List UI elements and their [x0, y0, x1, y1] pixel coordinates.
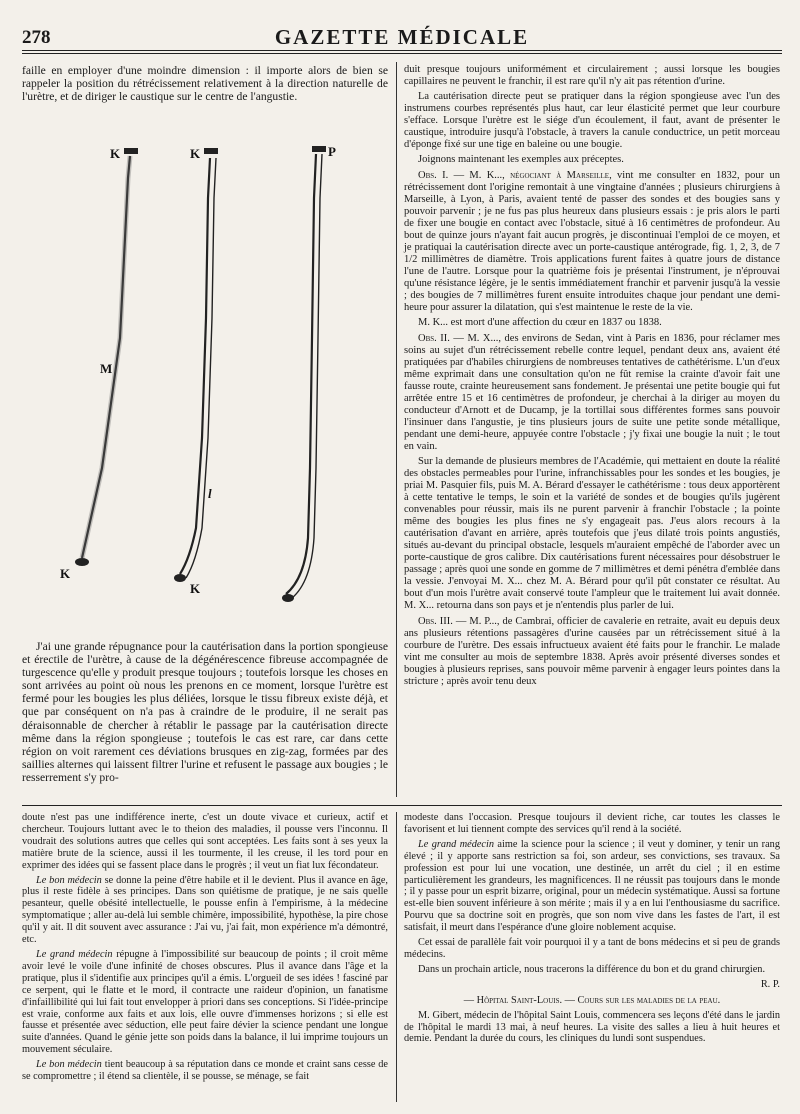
observation-3: Obs. III. — M. P..., de Cambrai, officier de cavalerie en retraite, avait eu depuis deux ans plusieurs rétentions passagères d'urine causées par un rétrécissement situé à la courbure de l'urètre. Des essais infructueux avaient été faits pour le franchir. Le malade vint me consulter au mois de septembre 1838. Après avoir présenté diverses sondes et bougies à plusieurs reprises, sans pouvoir même parvenir à engager leurs pointes dans la stricture ; après avoir tenu deux	[404, 616, 781, 687]
paragraph: modeste dans l'occasion. Presque toujours il devient riche, car toutes les classes le favorisent et lui tiennent compte des services qu'il rend à la société.	[404, 812, 780, 835]
paragraph: doute n'est pas une indifférence inerte, c'est un doute vivace et curieux, actif et chercheur. Toujours luttant avec le to theion des maladies, il pousse vers l'inconnu. Il voudrait des solutions autres que celles qui sont acceptées. Les faits sont à ses yeux la matière brute de la science, aussi il les tourmente, il les creuse, il les tord pour en exprimer des idées qui se fassent place dans le progrès ; il veut un fiat lux fécondateur.	[22, 812, 388, 871]
right-column-top	[404, 64, 780, 691]
label-k-1: K	[110, 146, 121, 161]
paragraph: Joignons maintenant les exemples aux préceptes.	[418, 154, 624, 165]
paragraph: Sur la demande de plusieurs membres de l'Académie, qui mettaient en doute la réalité des obstacles permeables pour l'urine, infranchissables pour les sondes et les bougies, je priai M. Pasquier fils, puis M. A. Bérard d'essayer le cathétérisme : tous deux apportèrent à cette tentative le temps, le soin et la variété de sondes et de bougies qu'ils jugèrent convenables pour réussir, mais ils ne purent parvenir à franchir l'obstacle ; la pointe même des bougies les plus fines ne s'y engageait pas. J'eus alors recours à la cautérisation d'avant en arrière, après toutefois que j'eus dilaté trois points angustiés, situés au-devant du principal obstacle, lesquels m'auraient empêché de l'aborder avec un porte-caustique de gros calibre. Dix cautérisations furent nécessaires pour désobstruer le passage ; après quoi une sonde en gomme de 7 millimètres et demi pénétra d'emblée dans la vessie. J'envoyai M. X... chez M. A. Bérard pour qu'il pût constater ce résultat. Au bout d'un mois l'urètre avait conservé toute l'ampleur que le traitement lui avait donnée. M. X... retourna dans son pays et je n'entendis plus parler de lui.	[404, 456, 780, 611]
label-p: P	[328, 144, 336, 159]
paragraph: duit presque toujours uniformément et circulairement ; aussi lorsque les bougies capillaires ne peuvent le franchir, il est rare qu'il n'y ait pas rétention d'urine.	[404, 64, 780, 87]
header-rule	[22, 50, 782, 51]
journal-title: GAZETTE MÉDICALE	[274, 25, 530, 49]
paragraph: J'ai une grande répugnance pour la cautérisation dans la portion spongieuse et érectile de l'urètre, à cause de la dégénérescence fibreuse accompagnée de turgescence qu'elle y produit presque toujours ; toutefois lorsque les choses en sont arrivées au point où nous les prenons en ce moment, lorsque l'urètre est fermé pour les bougies les plus déliées, lorsque le tissu fibreux existe déjà, et que par conséquent on n'a pas à craindre de le produire, il ne serait pas déraisonnable de chercher à rétablir le passage par la cautérisation directe même dans la région spongieuse ; toutefois le cas est rare, car dans cette région on voit rarement ces déviations brusques en zig-zag, formées par des saillies alternes qui laissent filtrer l'urine et refusent le passage aux bougies ; le resserrement s'y pro-	[22, 640, 388, 784]
page-header	[22, 24, 782, 48]
news-heading: — Hôpital Saint-Louis. — Cours sur les maladies de la peau.	[463, 994, 721, 1006]
column-divider-bottom	[396, 812, 397, 1102]
observation-heading: Obs. II. — M. X...,	[418, 333, 502, 344]
paragraph: Dans un prochain article, nous tracerons la différence du bon et du grand chirurgien.	[418, 963, 766, 975]
header-rule-thin	[22, 53, 782, 54]
right-column-bottom	[404, 812, 780, 1048]
paragraph: faille en employer d'une moindre dimension : il importe alors de bien se rappeler la position du rétrécissement relativement à la direction naturelle de l'urètre, et de diriger le caustique sur le centre de l'angustie.	[22, 64, 388, 104]
label-m: M	[100, 361, 113, 376]
paragraph: Cet essai de parallèle fait voir pourquoi il y a tant de bons médecins et si peu de grands médecins.	[404, 937, 780, 960]
label-k-3: K	[60, 566, 71, 581]
instrument-1	[82, 156, 130, 558]
paragraph: M. K... est mort d'une affection du cœur en 1837 ou 1838.	[418, 317, 662, 328]
paragraph: Le grand médecin aime la science pour la science ; il veut y dominer, y tenir un rang élevé ; il y apporte sans restriction sa foi, son ardeur, ses convictions, ses travaux. Sa profession est pour lui une vocation, une destinée, un arrêt du ciel ; il en estime particulièrement les grandeurs, les magnificences. Il ne réussit pas toujours dans le monde ; il y passe pour un esprit bizarre, original, pour un médecin systématique. Aussi sa fortune est-elle bien souvent inférieure à son mérite ; mais il y a en lui l'enthousiasme du sacrifice. Pourvu que sa doctrine soit en progrès, que son nom vive dans les fastes de l'art, il est satisfait, il meurt dans l'espérance d'une gloire noblement acquise.	[404, 838, 780, 934]
instrument-3	[286, 154, 316, 594]
paragraph: La cautérisation directe peut se pratiquer dans la région spongieuse avec l'un des instrumens courbes représentés plus haut, car leur élasticité permet que leur courbure s'efface. Lorsque l'urètre est le siége d'un écoulement, il faut, avant de présenter le caustique, introduire jusqu'à l'obstacle, à travers la canule conductrice, un petit morceau d'éponge fixé sur une tige en baleine ou une bougie.	[404, 91, 780, 150]
column-divider-top	[396, 62, 397, 797]
left-column-lower	[22, 640, 388, 787]
instrument-2	[180, 158, 210, 574]
paragraph: Le grand médecin répugne à l'impossibilité sur beaucoup de points ; il croit même avoir levé le voile d'une infinité de choses obscures. Plus il avance dans l'âge et la pratique, plus il s'identifie aux principes qu'il a émis. L'orgueil de ses idées ! fasciné par ce serpent, qui le flatte et le mord, il contracte une raideur d'opinion, un fanatisme d'infaillibilité qui lui fait tout envelopper à priori dans ses conceptions. Si l'idée-principe est vraie, conforme aux faits et aux lois, elle ouvre d'immenses horizons ; si elle est fausse et présentée avec séduction, elle peut faire dévier la science pendant une longue suite d'années. Quand le génie jette son poids dans la balance, il lui imprime toujours un mouvement séculaire.	[22, 948, 389, 1056]
observation-heading: Obs. I. — M. K..., négociant à Marseille,	[418, 170, 612, 181]
label-k-4: K	[190, 581, 201, 596]
paragraph: Le bon médecin se donne la peine d'être habile et il le devient. Plus il avance en âge, plus il reste fidèle à ses principes. Dans son quiétisme de pratique, je ne sais quelle pesanteur, quelle obésité intellectuelle, le pousse enfin à l'empirisme, à la médecine symptomatique ; aller au-delà lui semble chimère, impossibilité, hypothèse, la pire chose qu'il y ait. Il dit souvent avec assurance : J'ai vu, j'ai fait, mon expérience m'a démontré, etc.	[22, 874, 389, 946]
instruments-figure	[30, 138, 360, 608]
page-number: 278	[22, 27, 51, 48]
observation-2: Obs. II. — M. X..., des environs de Sedan, vint à Paris en 1836, pour réclamer mes soins au sujet d'un rétrécissement rebelle contre lequel, pendant deux ans, avaient été pratiquées par d'habiles chirurgiens de nombreuses tentatives de cathétérisme. L'un d'eux même exprimait dans une consultation qu'on ne fût remise la crainte d'avoir fait une fausse route, crainte heureusement sans fondement. Je présentai une petite bougie qui fut arrêtée entre 15 et 16 centimètres de profondeur, je cherchai à la diriger au moyen du conducteur d'Arnott et de Ducamp, je la tortillai sous différentes formes sans pouvoir l'insinuer dans l'angustie, je tins plusieurs jours de suite une petite sonde métallique, pendant une demi-heure, appuyée contre l'obstacle ; j'y fixai une bougie la nuit ; le tout en vain.	[404, 333, 781, 452]
left-column-bottom	[22, 812, 388, 1086]
label-k-2: K	[190, 146, 201, 161]
paragraph: Le bon médecin tient beaucoup à sa réputation dans ce monde et craint sans cesse de se compromettre ; il étend sa clientèle, il se pousse, se ménage, se fait	[22, 1059, 389, 1083]
label-l: l	[208, 486, 212, 501]
left-column-top	[22, 64, 388, 106]
section-rule	[22, 805, 782, 806]
observation-1: Obs. I. — M. K..., négociant à Marseille, vint me consulter en 1832, pour un rétrécissement dont l'origine remontait à une vingtaine d'années ; plusieurs chirurgiens à Marseille, à Lyon, à Paris, avaient tenté de passer des sondes et des bougies sans y pouvoir parvenir ; je ne fus pas plus heureux dans plusieurs essais : je pris alors le parti de fixer une bougie en contact avec l'obstacle, situé à 16 centimètres de profondeur. Au bout de quinze jours n'ayant fait aucun progrès, je discontinuai l'emploi de ce moyen, et je pratiquai la cautérisation directe avec un porte-caustique antérograde, fig. 1, 2, 3, de 7 1/2 millimètres de diamètre. Trois applications furent faites à quatre jours de distance l'une de l'autre. Lorsque pour la quatrième fois je présentai l'instrument, je n'éprouvai qu'une résistance légère, je le sentis immédiatement franchir et parvenir jusqu'à la vessie ; des bougies de 7 millimètres furent ensuite introduites chaque jour pendant une demi-heure pour assurer la dilatation, qui s'est maintenue le reste de la vie.	[404, 170, 781, 313]
observation-heading: Obs. III. — M. P...,	[418, 616, 500, 627]
news-paragraph: M. Gibert, médecin de l'hôpital Saint Louis, commencera ses leçons d'été dans le jardin de l'hôpital le mardi 13 mai, à neuf heures. La visite des salles a lieu à huit heures et demie. Pendant la durée du cours, les cliniques du lundi sont suspendues.	[404, 1009, 780, 1045]
signature: R. P.	[760, 978, 780, 990]
